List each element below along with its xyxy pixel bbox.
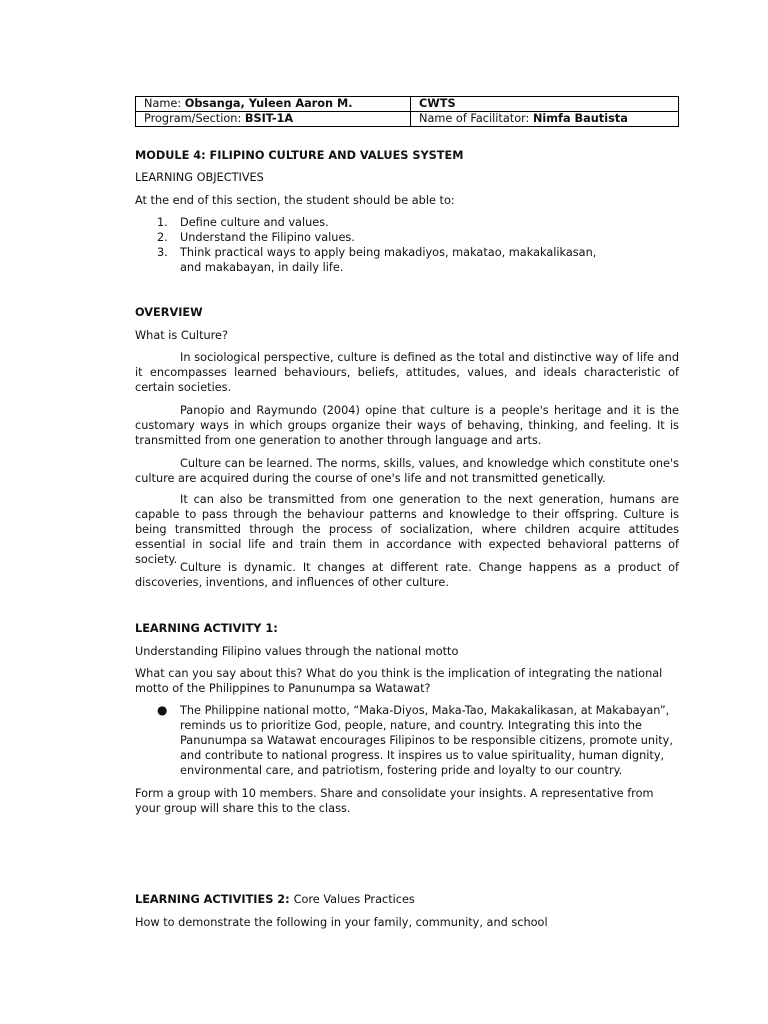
bullet-icon: ●: [157, 703, 168, 717]
activity2-heading: LEARNING ACTIVITIES 2: Core Values Practices: [135, 893, 415, 906]
program-cell: [136, 112, 411, 127]
paragraph: In sociological perspective, culture is defined as the total and distinctive way of life and it encompasses learned behaviours, beliefs, attitudes, values, and ideals characteristic of certain societies.: [135, 351, 679, 394]
answer-text: The Philippine national motto, “Maka-Diyos, Maka-Tao, Makakalikasan, at Makabayan”, reminds us to prioritize God, people, nature, and country. Integrating this into the Panunumpa sa Watawat encourages Filipinos to be responsible citizens, promote unity, and contribute to national progress. It inspires us to value spirituality, human dignity, environmental care, and patriotism, fostering pride and loyalty to our country.: [180, 704, 673, 777]
overview-question: What is Culture?: [135, 329, 229, 342]
program-label: Program/Section:: [144, 112, 245, 125]
list-item: 1. Define culture and values.: [157, 216, 329, 229]
name-cell: [136, 97, 411, 112]
objectives-heading: LEARNING OBJECTIVES: [135, 171, 264, 184]
paragraph: Panopio and Raymundo (2004) opine that culture is a people's heritage and it is the customary ways in which groups organize their ways of behaving, thinking, and feeling. It is transmitted from one generation to another through language and arts.: [135, 404, 679, 447]
objectives-intro: At the end of this section, the student should be able to:: [135, 194, 455, 207]
activity1-instruction: Form a group with 10 members. Share and consolidate your insights. A representative from your group will share this to the class.: [135, 787, 654, 815]
list-item: 2. Understand the Filipino values.: [157, 231, 355, 244]
facilitator-label: Name of Facilitator:: [419, 112, 533, 125]
course-cell: CWTS: [411, 97, 679, 112]
table-row: [136, 97, 679, 112]
paragraph: Culture is dynamic. It changes at different rate. Change happens as a product of discoveries, inventions, and influences of other culture.: [135, 561, 679, 589]
program-section: BSIT-1A: [244, 112, 294, 125]
overview-heading: OVERVIEW: [135, 306, 203, 319]
activity2-instruction: How to demonstrate the following in your family, community, and school: [135, 916, 548, 929]
module-title: MODULE 4: FILIPINO CULTURE AND VALUES SYSTEM: [135, 149, 464, 162]
activity1-heading: LEARNING ACTIVITY 1:: [135, 622, 278, 635]
facilitator-name: Nimfa Bautista: [532, 112, 628, 125]
student-name: Obsanga, Yuleen Aaron M.: [184, 97, 353, 110]
header-info-table: [135, 96, 679, 127]
activity1-answer: [135, 703, 679, 778]
facilitator-cell: [411, 112, 679, 127]
list-item: 3. Think practical ways to apply being makadiyos, makatao, makakalikasan, and makabayan, in daily life.: [157, 246, 597, 274]
activity1-subtitle: Understanding Filipino values through the national motto: [135, 645, 459, 658]
table-row: [136, 112, 679, 127]
paragraph: It can also be transmitted from one generation to the next generation, humans are capable to pass through the behaviour patterns and knowledge to their offspring. Culture is being transmitted through the process of socialization, where children acquire attitudes essential in social life and train them in accordance with expected behavioral patterns of society.: [135, 493, 679, 566]
name-label: Name:: [144, 97, 185, 110]
activity1-question: What can you say about this? What do you think is the implication of integrating the national motto of the Philippines to Panunumpa sa Watawat?: [135, 667, 663, 695]
objectives-list: [135, 215, 679, 275]
paragraph: Culture can be learned. The norms, skills, values, and knowledge which constitute one's culture are acquired during the course of one's life and not transmitted genetically.: [135, 457, 679, 485]
